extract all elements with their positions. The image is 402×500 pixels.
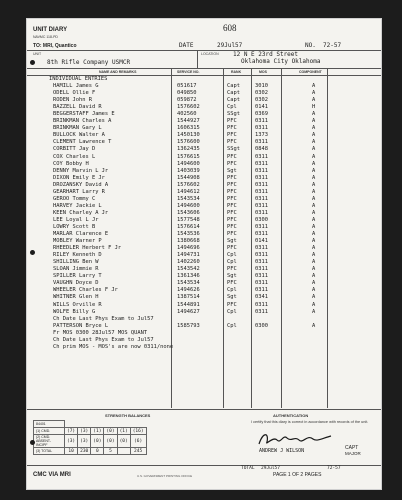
entry-mos: 0311 [255,139,268,146]
footer-date: 29Jul57 [261,466,280,471]
entry-row [27,196,381,203]
entry-mos: 1373 [255,132,268,139]
entry-comp: A [312,160,316,167]
entry-service: 1543536 [177,231,200,238]
entry-rank: Cpl [227,259,237,266]
entry-service: 1577548 [177,216,200,223]
entry-service: 1544891 [177,301,200,308]
entry-rank: PFC [227,188,237,195]
entry-name: Ch Date Last Phys Exam to Jul57 [53,315,154,322]
punch-hole [30,250,35,255]
entry-service: 1576600 [177,139,200,146]
col-header-name: NAME AND REMARKS [99,70,137,74]
entry-row [27,231,381,238]
entry-mos: 0311 [255,167,268,174]
punch-hole [30,60,35,65]
entry-mos: 0311 [255,245,268,252]
entry-service: 1576602 [177,104,200,111]
diary-title: UNIT DIARY [33,27,68,33]
entry-mos: 0311 [255,153,268,160]
entry-rank: PFC [227,209,237,216]
entry-comp: A [312,181,316,188]
to-line: TO: MRI, Quantico [33,43,77,49]
entry-comp: A [312,97,316,104]
strength-table [33,420,147,455]
entry-comp: A [312,223,316,230]
entry-service: 1402260 [177,259,200,266]
entry-name: DROZANSKY David A [53,181,109,188]
entry-comp: A [312,111,316,118]
entry-rank: PFC [227,139,237,146]
entry-comp: A [312,259,316,266]
entry-comp: A [312,132,316,139]
entry-row [27,125,381,132]
entry-rank: PFC [227,125,237,132]
entry-name: RILEY Kenneth D [53,252,102,259]
entry-service: 1403039 [177,167,200,174]
handwritten-signature [255,430,335,448]
entry-name: PATTERSON Bryce L [53,322,109,329]
entry-mos: 0311 [255,160,268,167]
entry-service: 1387514 [177,294,200,301]
entry-rank: PFC [227,245,237,252]
entry-mos: 0311 [255,118,268,125]
entry-comp: A [312,195,316,202]
page-stamp-number: 608 [223,23,237,33]
entry-service: 1361346 [177,273,200,280]
entry-comp: A [312,322,316,329]
entry-row [27,104,381,111]
entry-mos: 0311 [255,188,268,195]
entry-mos: 0848 [255,146,268,153]
entry-name: SPILLER Larry T [53,273,102,280]
entry-row [27,294,381,301]
entry-row [27,118,381,125]
col-header-rank: RANK [231,70,242,74]
entry-comp: A [312,125,316,132]
entry-mos: 0311 [255,223,268,230]
strength-code-row [34,421,147,428]
col-header-mos: MOS [259,70,267,74]
entry-mos: 0311 [255,266,268,273]
entry-row [27,252,381,259]
date-value: 29Jul57 [217,42,243,49]
entry-comp: A [312,90,316,97]
entry-row [27,330,381,337]
bottom-section-divider [27,409,381,410]
entry-row [27,146,381,153]
entry-rank: Sgt [227,273,237,280]
entry-comp: A [312,245,316,252]
entry-row [27,189,381,196]
footer-via: CMC VIA MRI [33,472,71,478]
entry-name: ODELL Ollie F [53,90,96,97]
entry-service: 1450130 [177,132,200,139]
entry-row [27,309,381,316]
entry-mos: 0311 [255,231,268,238]
entry-row [27,182,381,189]
entry-service: 049850 [177,90,197,97]
entry-mos: 0311 [255,273,268,280]
entry-row [27,161,381,168]
entry-comp: A [312,231,316,238]
entry-row [27,224,381,231]
entry-name: Fr MOS 0300 28Jul57 MOS QUANT [53,329,148,336]
entry-service: 1576615 [177,153,200,160]
entry-comp: A [312,83,316,90]
entry-comp: A [312,216,316,223]
entry-name: LOWRY Scott B [53,223,96,230]
entry-service: 1543606 [177,209,200,216]
entries-list [27,76,381,351]
entry-rank: PFC [227,202,237,209]
entry-rank: Capt [227,83,240,90]
entry-name: INDIVIDUAL ENTRIES [49,76,108,82]
footer-page-count: PAGE 1 OF 2 PAGES [273,472,322,478]
date-label: DATE [179,42,194,49]
entry-comp: A [312,139,316,146]
entry-comp: A [312,188,316,195]
entry-name: SLOAN Jimmie R [53,266,99,273]
entry-comp: A [312,153,316,160]
location-label: LOCATION [201,52,219,56]
entry-service: 1494731 [177,252,200,259]
entry-rank: Cpl [227,322,237,329]
entry-row [27,175,381,182]
entry-mos: 0302 [255,90,268,97]
entry-name: GEARHART Larry R [53,188,105,195]
entry-row [27,337,381,344]
entry-mos: 0311 [255,181,268,188]
entry-service: 1380668 [177,238,200,245]
col-header-component: COMPONENT [299,70,322,74]
entry-service: 1585793 [177,322,200,329]
entry-row [27,210,381,217]
entry-rank: SSgt [227,146,240,153]
entry-service: 1606315 [177,125,200,132]
entry-name: KEEN Charley A Jr [53,209,109,216]
strength-row: (1) CMD. (7) (3) (1) (0) (1) (16) [34,428,147,435]
entry-name: DIXON Emily E Jr [53,174,105,181]
entry-row [27,154,381,161]
entry-comp: A [312,167,316,174]
entry-name: HAMILL James G [53,83,99,90]
location-line-2: Oklahoma City Oklahoma [241,58,321,65]
entry-row [27,259,381,266]
entry-rank: Sgt [227,238,237,245]
entry-mos: 0311 [255,259,268,266]
entry-name: WHITNER Glen H [53,294,99,301]
entry-mos: 3010 [255,83,268,90]
entry-row [27,132,381,139]
entry-rank: PFC [227,266,237,273]
unit-label: UNIT [33,52,42,56]
footer-print-note: U.S. GOVERNMENT PRINTING OFFICE [137,474,193,478]
entry-rank: PFC [227,216,237,223]
entry-name: Ch Date Last Phys Exam to Jul57 [53,336,154,343]
location-line-1: 12 N E 23rd Street [233,51,299,58]
entry-rank: PFC [227,231,237,238]
entry-comp: A [312,266,316,273]
entry-comp: A [312,202,316,209]
entry-name: WHEELER Charles F Jr [53,287,118,294]
unit-value: 8th Rifle Company USMCR [47,59,131,66]
entry-name: GEROO Tommy C [53,195,96,202]
entry-row [27,168,381,175]
entry-row [27,217,381,224]
entry-rank: PFC [227,181,237,188]
entry-name: LEE Loyal L Jr [53,216,99,223]
footer-total-label: TOTAL [241,466,255,471]
entry-service: 1362435 [177,146,200,153]
entry-row [27,344,381,351]
unit-diary-page [26,18,382,490]
entry-rank: PFC [227,132,237,139]
entry-service: 059872 [177,97,197,104]
entry-row [27,273,381,280]
entry-service: 1494600 [177,160,200,167]
entry-rank: PFC [227,223,237,230]
footer-number: 72-57 [327,466,341,471]
signer-rank: CAPT [345,445,359,451]
entry-service: 1543534 [177,195,200,202]
entry-row [27,238,381,245]
entry-row [27,139,381,146]
certification-statement: I certify that this diary is correct in accordance with records of the unit. [251,420,369,424]
entry-rank: PFC [227,160,237,167]
entry-name: HARVEY Jackie L [53,202,102,209]
entry-row [27,97,381,104]
number-value: 72-57 [323,42,342,49]
entry-comp: A [312,308,316,315]
unit-code: 84401 [34,421,65,428]
entry-comp: A [312,294,316,301]
entry-mos: 0300 [255,322,268,329]
entries-heading [27,76,381,83]
entry-service: 402560 [177,111,197,118]
entry-mos: 0341 [255,294,268,301]
entry-name: VAUGHN Doyce D [53,280,99,287]
entry-rank: Cpl [227,104,237,111]
entry-name: BAZZELL David R [53,104,102,111]
entry-row [27,287,381,294]
entry-mos: 0311 [255,125,268,132]
entry-service: 1543534 [177,280,200,287]
entry-row [27,83,381,90]
entry-name: WOLFE Billy G [53,308,96,315]
entry-comp: A [312,280,316,287]
entry-comp: H [312,104,316,111]
entry-name: BRINKMAN Charles A [53,118,112,125]
entry-row [27,203,381,210]
header-divider [27,50,381,51]
entry-name: COX Charles L [53,153,96,160]
entry-rank: Cpl [227,252,237,259]
entry-mos: 0300 [255,216,268,223]
entry-service: 1494626 [177,287,200,294]
entry-rank: Capt [227,90,240,97]
entry-service: 1543542 [177,266,200,273]
entry-service: 1494612 [177,188,200,195]
entry-mos: 0141 [255,238,268,245]
entry-row [27,111,381,118]
entry-rank: PFC [227,174,237,181]
entry-rank: Sgt [227,167,237,174]
entry-rank: Cpl [227,308,237,315]
entry-mos: 0302 [255,97,268,104]
entry-mos: 0311 [255,252,268,259]
entry-rank: PFC [227,153,237,160]
entry-row [27,302,381,309]
entry-rank: Cpl [227,287,237,294]
entry-comp: A [312,301,316,308]
entry-name: SHILLING Ben W [53,259,99,266]
bottom-section [33,413,375,465]
entry-service: 1576614 [177,223,200,230]
form-reference: NAVMC 118-PD [33,35,58,39]
strength-row: (2) CMD. ABSENT-INCIPF (3) (3) (0) (0) (0) (6) [34,435,147,448]
entry-mos: 0311 [255,195,268,202]
entry-mos: 0311 [255,209,268,216]
entry-mos: 0141 [255,104,268,111]
entry-service: 1576602 [177,181,200,188]
entry-service: 1494627 [177,308,200,315]
entry-comp: A [312,252,316,259]
entry-row [27,266,381,273]
entry-row [27,90,381,97]
entry-comp: A [312,238,316,245]
entry-name: MARLAR Clarence E [53,231,109,238]
entry-name: MOBLEY Warner P [53,238,102,245]
entry-mos: 0311 [255,174,268,181]
entry-service: 1544927 [177,118,200,125]
signer-rank-secondary: MAJOR [345,451,361,456]
entry-rank: PFC [227,301,237,308]
entry-comp: A [312,287,316,294]
entry-name: RHEEDLER Herbert F Jr [53,245,122,252]
signer-name: ANDREW J WILSON [259,448,305,454]
entry-row [27,245,381,252]
number-label: NO. [305,42,316,49]
punch-hole [30,440,35,445]
entry-name: COY Bobby H [53,160,89,167]
strength-title: STRENGTH BALANCES [105,413,151,418]
entry-name: BULLOCK Walter A [53,132,105,139]
entry-comp: A [312,118,316,125]
entry-name: CLEMENT Lawrence T [53,139,112,146]
col-header-service: SERVICE NO. [177,70,200,74]
entry-row [27,323,381,330]
entry-rank: PFC [227,280,237,287]
entry-mos: 0311 [255,301,268,308]
entry-name: BRINKMAN Gary L [53,125,102,132]
entry-rank: PFC [227,118,237,125]
entry-mos: 0311 [255,308,268,315]
authentication-title: AUTHENTICATION [273,413,309,418]
entry-mos: 0369 [255,111,268,118]
entry-service: 1544908 [177,174,200,181]
entry-comp: A [312,174,316,181]
entry-row [27,280,381,287]
entry-mos: 0311 [255,287,268,294]
entry-comp: A [312,273,316,280]
entry-rank: Capt [227,97,240,104]
entry-name: BEGGERSTAFF James E [53,111,115,118]
entry-service: 1494600 [177,202,200,209]
entry-mos: 0311 [255,202,268,209]
entry-name: WILLS Orville R [53,301,102,308]
entry-service: 051617 [177,83,197,90]
entry-service: 1494696 [177,245,200,252]
entry-rank: PFC [227,195,237,202]
entry-comp: A [312,209,316,216]
entry-rank: SSgt [227,111,240,118]
strength-row: (3) TOTAL 10 230 0 5 245 [34,448,147,455]
entry-name: CORBITT Jay D [53,146,96,153]
entry-name: Ch prim MOS - MOS's are now 0311/none [53,343,174,350]
entry-comp: A [312,146,316,153]
entry-row [27,316,381,323]
entry-name: RODEN John R [53,97,92,104]
entry-rank: Sgt [227,294,237,301]
entry-mos: 0311 [255,280,268,287]
location-divider [197,50,198,68]
entry-name: DENNY Marvin L Jr [53,167,109,174]
